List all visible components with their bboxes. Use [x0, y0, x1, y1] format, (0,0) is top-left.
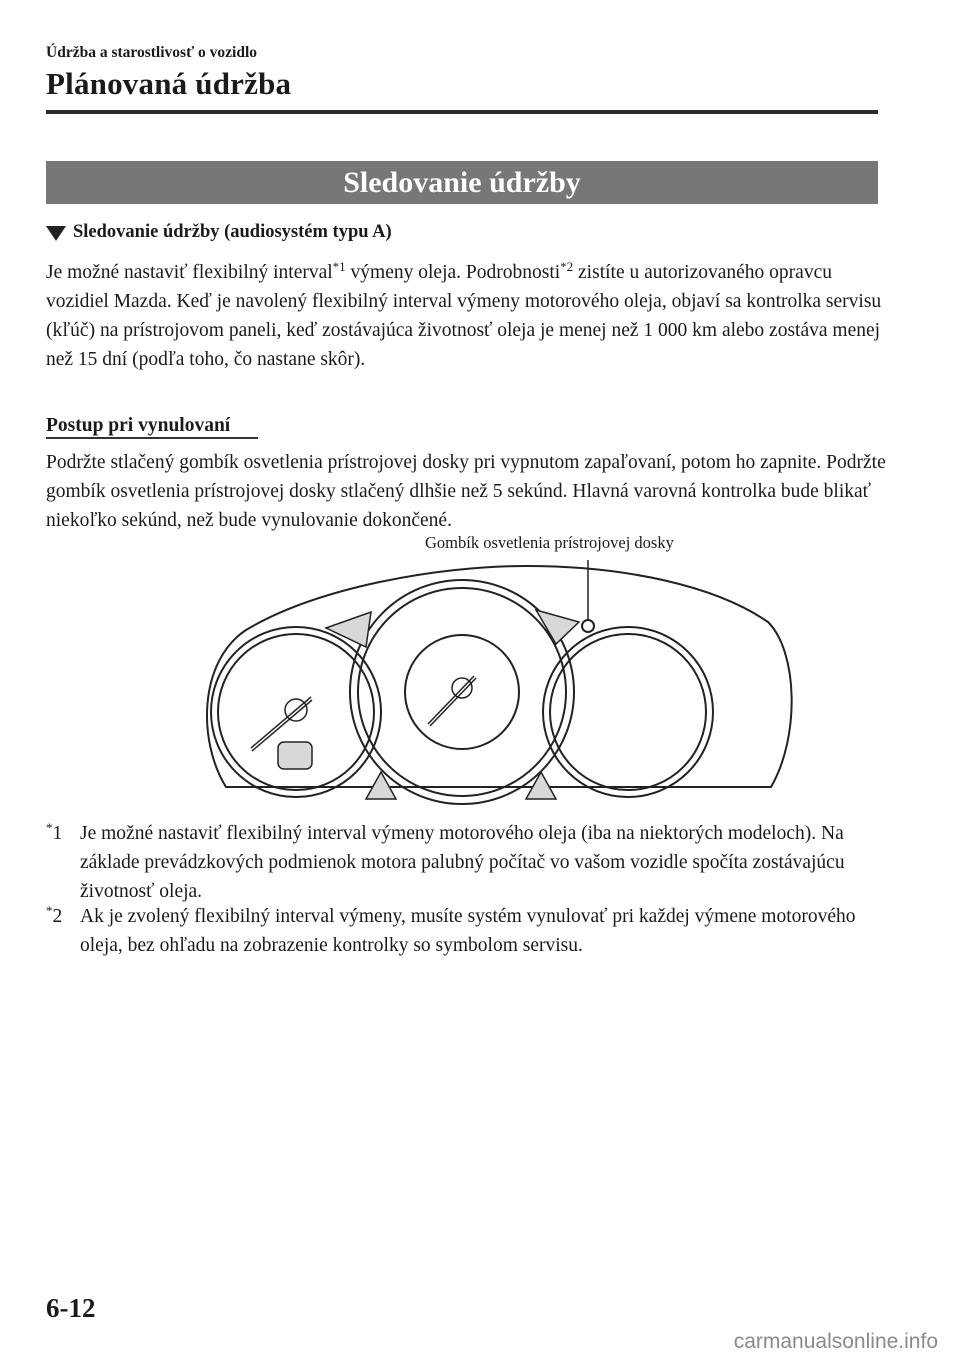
instrument-cluster-illustration	[196, 552, 796, 814]
left-indicator-triangle	[326, 612, 371, 647]
intro-text-3: zistíte u autorizovaného opravcu vozidiel Mazda. Keď je navolený flexibilný interval výmeny motorového oleja, objaví sa kontrolka servisu (kľúč) na prístrojovom paneli, keď zostávajúca životnosť oleja je menej než 1 000 km alebo zostáva menej než 15 dní (podľa toho, čo nastane skôr).	[46, 262, 882, 370]
page-title: Plánovaná údržba	[46, 66, 292, 101]
intro-paragraph	[46, 258, 886, 374]
procedure-heading: Postup pri vynulovaní	[46, 415, 231, 436]
footnote-ref-2: *2	[560, 259, 574, 274]
subheading	[46, 222, 392, 243]
procedure-heading-underline	[46, 437, 258, 439]
section-banner: Sledovanie údržby	[46, 161, 878, 204]
procedure-paragraph: Podržte stlačený gombík osvetlenia prístrojovej dosky pri vypnutom zapaľovaní, potom ho zapnite. Podržte gombík osvetlenia prístrojovej dosky stlačený dlhšie než 5 sekúnd. Hlavná varovná kontrolka bude blikať niekoľko sekúnd, než bude vynulovanie dokončené.	[46, 452, 886, 531]
page-number: 6-12	[46, 1293, 96, 1323]
subheading-text: Sledovanie údržby (audiosystém typu A)	[73, 222, 392, 242]
footnote-1-mark: *1	[46, 820, 63, 844]
figure-callout: Gombík osvetlenia prístrojovej dosky	[425, 533, 674, 552]
dashboard-illumination-knob-icon	[582, 620, 594, 632]
title-divider	[46, 110, 878, 114]
footnote-1	[46, 819, 886, 909]
footnote-1-text: Je možné nastaviť flexibilný interval výmeny motorového oleja (iba na niektorých modeloch). Na základe prevádzkových podmienok motora palubný počítač vo vašom vozidle spočíta zostávajúcu životnosť oleja.	[80, 823, 845, 902]
footnote-2-text: Ak je zvolený flexibilný interval výmeny, musíte systém vynulovať pri každej výmene motorového oleja, bez ohľadu na zobrazenie kontrolky so symbolom servisu.	[80, 906, 856, 956]
watermark: carmanualsonline.info	[733, 1330, 938, 1353]
footnote-ref-1: *1	[332, 259, 346, 274]
intro-text-2: výmeny oleja. Podrobnosti	[345, 262, 561, 283]
chapter-title: Údržba a starostlivosť o vozidlo	[46, 44, 258, 61]
footnote-2	[46, 902, 886, 962]
intro-text-1: Je možné nastaviť flexibilný interval	[46, 262, 333, 283]
triangle-bullet-icon	[46, 226, 66, 241]
footnote-2-mark: *2	[46, 903, 63, 927]
